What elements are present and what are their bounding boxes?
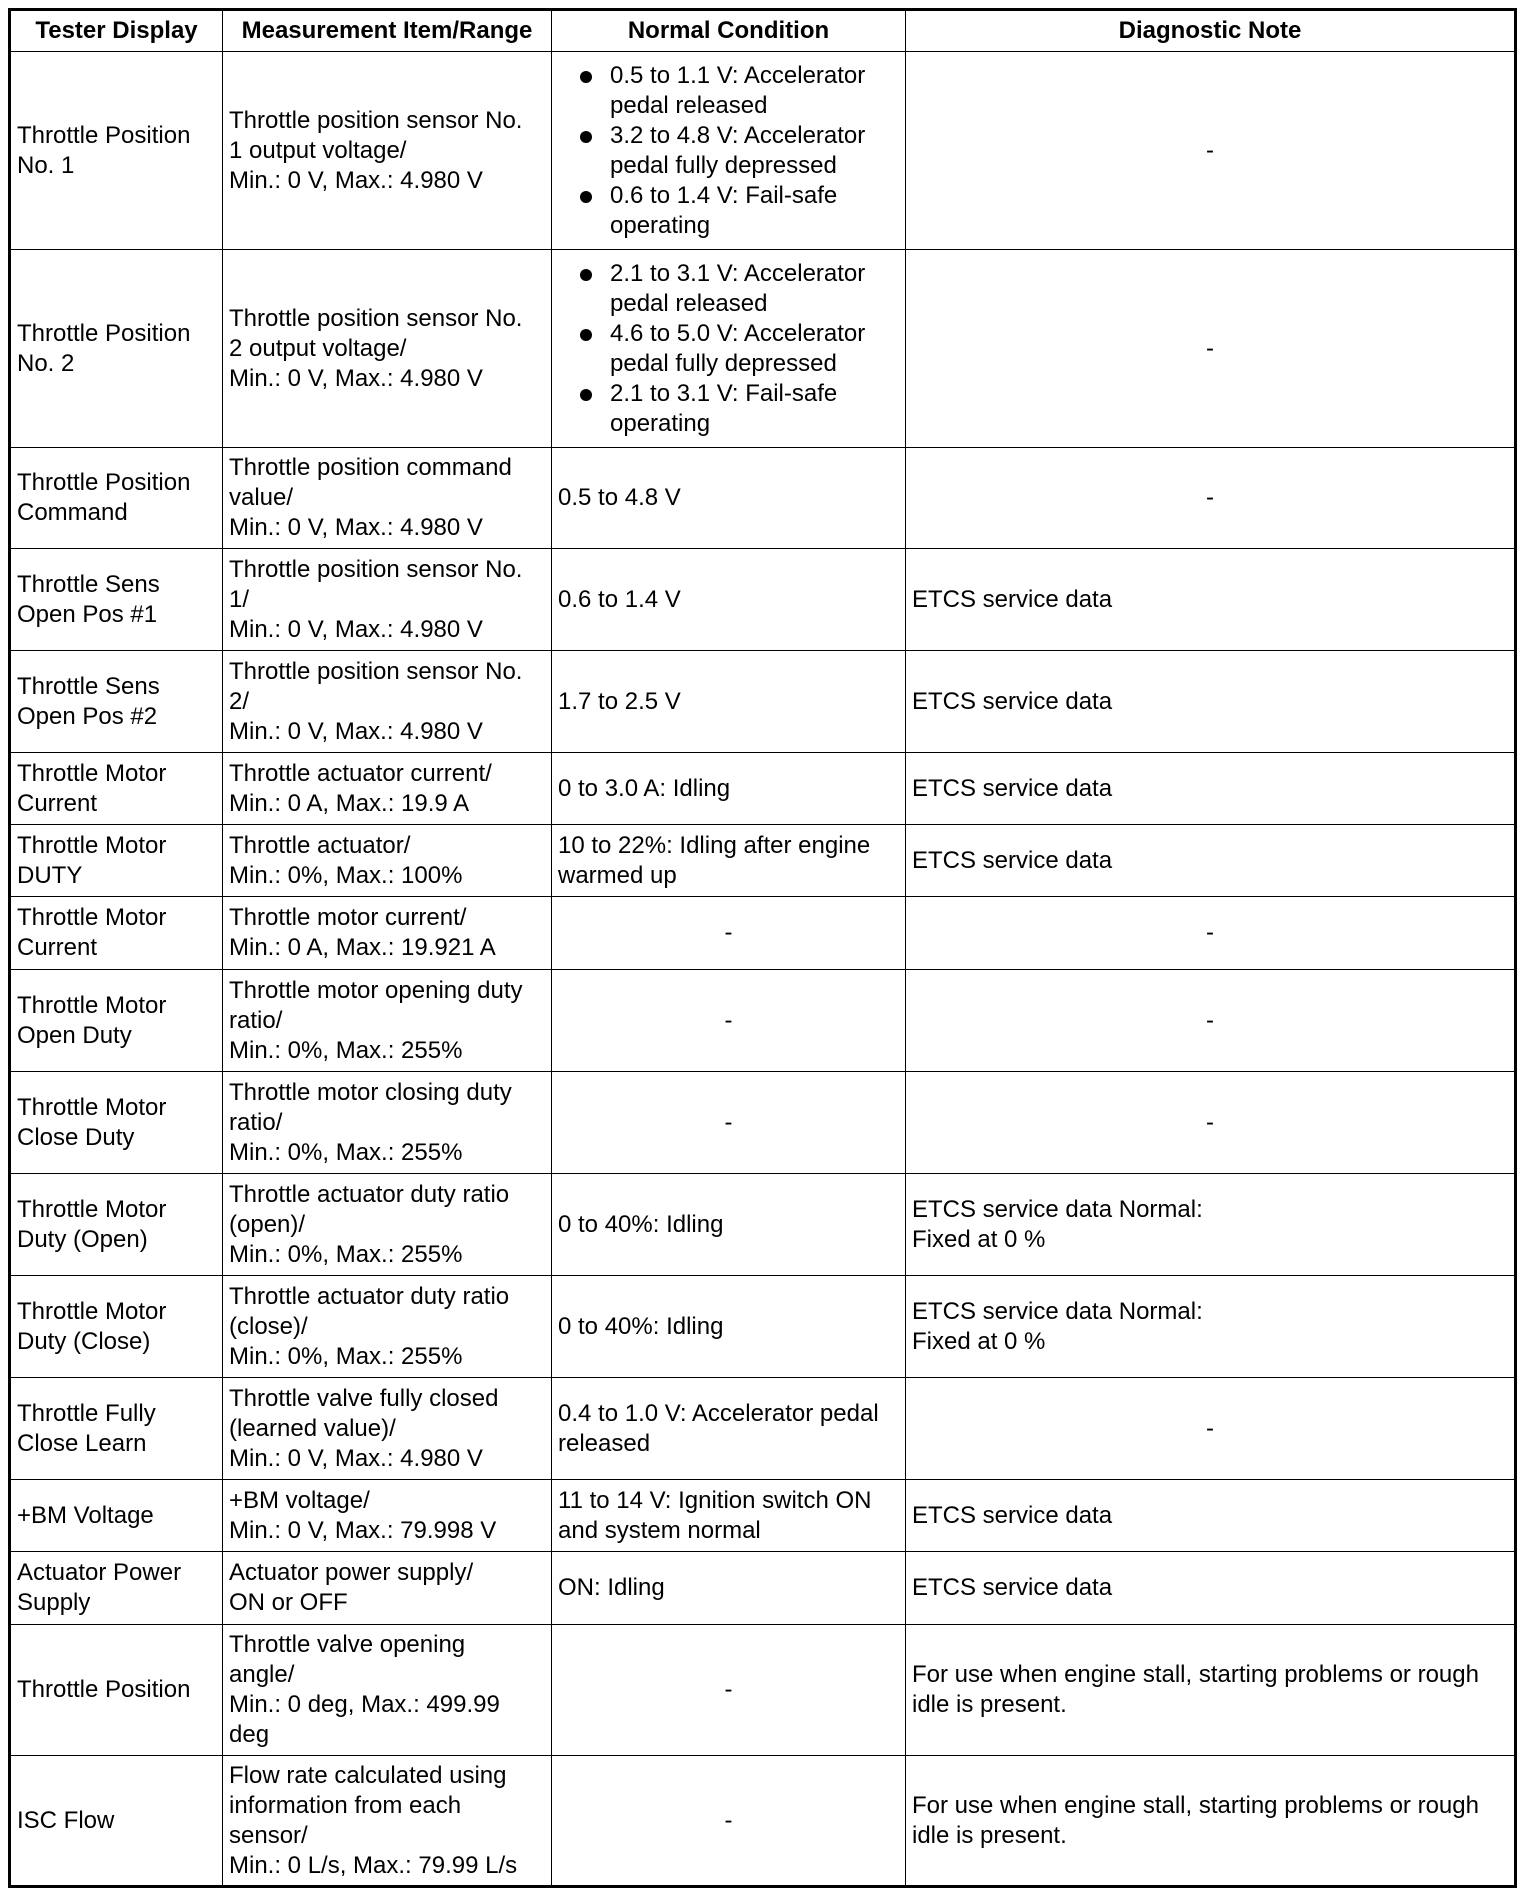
diagnostic-note-cell bbox=[906, 970, 1516, 1072]
tester-display-cell bbox=[10, 250, 223, 448]
normal-condition-cell-line: 10 to 22%: Idling after engine bbox=[558, 831, 871, 859]
measurement-cell-line: Min.: 0%, Max.: 255% bbox=[229, 1240, 463, 1268]
measurement-cell bbox=[223, 1480, 552, 1552]
diagnostic-note-cell-line: Fixed at 0 % bbox=[912, 1327, 1046, 1355]
normal-condition-cell-line: - bbox=[724, 1676, 733, 1703]
normal-condition-cell-line: 0 to 40%: Idling bbox=[558, 1312, 724, 1340]
normal-condition-cell bbox=[552, 897, 906, 970]
diagnostic-note-cell bbox=[906, 1276, 1516, 1378]
tester-display-cell-line: Supply bbox=[17, 1589, 91, 1616]
measurement-cell-line: Throttle actuator/ bbox=[229, 831, 411, 859]
normal-condition-list bbox=[558, 61, 899, 241]
normal-condition-cell-line: 0 to 40%: Idling bbox=[558, 1210, 724, 1238]
tester-display-cell-line: Throttle Sens bbox=[17, 672, 160, 700]
measurement-cell-line: Throttle motor current/ bbox=[229, 904, 467, 931]
diagnostic-note-cell-line: - bbox=[1206, 136, 1214, 164]
tester-display-cell bbox=[10, 1378, 223, 1480]
tester-display-cell-line: Throttle Position bbox=[17, 319, 191, 347]
measurement-cell-line: value/ bbox=[229, 484, 294, 511]
tester-display-cell-line: Open Duty bbox=[17, 1021, 132, 1049]
measurement-cell-line: Throttle actuator duty ratio bbox=[229, 1282, 510, 1310]
measurement-cell-line: Throttle actuator current/ bbox=[229, 759, 492, 787]
normal-condition-bullet bbox=[610, 319, 899, 379]
measurement-cell bbox=[223, 250, 552, 448]
tester-display-cell-line: No. 2 bbox=[17, 349, 75, 377]
tester-display-cell bbox=[10, 970, 223, 1072]
diagnostic-note-cell-line: idle is present. bbox=[912, 1821, 1067, 1849]
tester-display-cell bbox=[10, 1625, 223, 1756]
table-row bbox=[10, 970, 1516, 1072]
tester-display-cell-line: Command bbox=[17, 499, 128, 526]
diagnostic-note-cell bbox=[906, 651, 1516, 753]
measurement-cell bbox=[223, 1552, 552, 1625]
table-row bbox=[10, 825, 1516, 897]
measurement-cell-line: Min.: 0 V, Max.: 4.980 V bbox=[229, 166, 483, 194]
tester-display-cell-line: Throttle Fully bbox=[17, 1399, 156, 1427]
measurement-cell-line: Min.: 0%, Max.: 255% bbox=[229, 1036, 463, 1064]
table-row bbox=[10, 1378, 1516, 1480]
normal-condition-cell-line: - bbox=[724, 1806, 733, 1834]
diagnostic-note-cell bbox=[906, 250, 1516, 448]
normal-condition-line: pedal released bbox=[610, 289, 768, 317]
tester-display-cell-line: ISC Flow bbox=[17, 1806, 115, 1834]
diagnostic-note-cell-line: Fixed at 0 % bbox=[912, 1225, 1046, 1253]
tester-display-cell-line: Current bbox=[17, 934, 98, 961]
tester-display-cell bbox=[10, 651, 223, 753]
measurement-cell bbox=[223, 1378, 552, 1480]
measurement-cell-line: Min.: 0 V, Max.: 79.998 V bbox=[229, 1516, 497, 1544]
measurement-cell bbox=[223, 970, 552, 1072]
table-row bbox=[10, 753, 1516, 825]
tester-display-cell bbox=[10, 897, 223, 970]
diagnostic-note-cell-line: ETCS service data Normal: bbox=[912, 1195, 1203, 1223]
normal-condition-bullet bbox=[610, 379, 899, 439]
tester-display-cell bbox=[10, 52, 223, 250]
normal-condition-line: 4.6 to 5.0 V: Accelerator bbox=[610, 319, 866, 347]
table-row bbox=[10, 52, 1516, 250]
measurement-cell-line: Actuator power supply/ bbox=[229, 1559, 474, 1586]
diagnostic-note-cell bbox=[906, 549, 1516, 651]
diagnostic-note-cell bbox=[906, 825, 1516, 897]
diagnostic-note-cell-line: - bbox=[1206, 1414, 1214, 1442]
tester-display-cell-line: Throttle Sens bbox=[17, 570, 160, 598]
measurement-cell-line: Min.: 0 V, Max.: 4.980 V bbox=[229, 717, 483, 745]
normal-condition-line: operating bbox=[610, 409, 711, 437]
normal-condition-cell-line: 0.4 to 1.0 V: Accelerator pedal bbox=[558, 1399, 879, 1427]
tester-display-cell-line: Throttle Motor bbox=[17, 1195, 167, 1223]
normal-condition-cell-line: warmed up bbox=[558, 861, 677, 889]
measurement-cell bbox=[223, 549, 552, 651]
tester-display-cell-line: Throttle Position bbox=[17, 1676, 191, 1703]
table-row bbox=[10, 250, 1516, 448]
diagnostic-note-cell bbox=[906, 52, 1516, 250]
table-row bbox=[10, 448, 1516, 549]
measurement-cell-line: (close)/ bbox=[229, 1312, 308, 1340]
diagnostic-note-cell-line: - bbox=[1206, 484, 1214, 511]
measurement-cell bbox=[223, 825, 552, 897]
table-header-row bbox=[10, 10, 1516, 52]
tester-display-cell bbox=[10, 549, 223, 651]
measurement-cell-line: sensor/ bbox=[229, 1821, 308, 1849]
measurement-cell-line: ratio/ bbox=[229, 1108, 283, 1136]
tester-display-cell bbox=[10, 1276, 223, 1378]
table-row bbox=[10, 1072, 1516, 1174]
measurement-cell-line: Throttle position command bbox=[229, 454, 512, 481]
normal-condition-cell bbox=[552, 825, 906, 897]
measurement-cell-line: Min.: 0 V, Max.: 4.980 V bbox=[229, 615, 483, 643]
measurement-cell-line: 2 output voltage/ bbox=[229, 334, 407, 362]
normal-condition-line: pedal fully depressed bbox=[610, 151, 837, 179]
measurement-cell-line: Min.: 0%, Max.: 255% bbox=[229, 1138, 463, 1166]
normal-condition-line: 2.1 to 3.1 V: Accelerator bbox=[610, 259, 866, 287]
table-row bbox=[10, 1174, 1516, 1276]
table-row bbox=[10, 1276, 1516, 1378]
diagnostic-note-cell bbox=[906, 753, 1516, 825]
normal-condition-cell bbox=[552, 1480, 906, 1552]
tester-display-cell bbox=[10, 1174, 223, 1276]
measurement-cell-line: Throttle motor opening duty bbox=[229, 976, 523, 1004]
normal-condition-bullet bbox=[610, 121, 899, 181]
tester-display-cell-line: Throttle Motor bbox=[17, 991, 167, 1019]
normal-condition-line: 0.6 to 1.4 V: Fail-safe bbox=[610, 181, 838, 209]
tester-display-cell-line: Throttle Position bbox=[17, 121, 191, 149]
normal-condition-cell bbox=[552, 1072, 906, 1174]
diagnostic-note-cell-line: - bbox=[1206, 1006, 1214, 1034]
diagnostic-note-cell-line: ETCS service data bbox=[912, 1574, 1113, 1601]
normal-condition-cell bbox=[552, 1378, 906, 1480]
normal-condition-cell bbox=[552, 52, 906, 250]
measurement-cell-line: +BM voltage/ bbox=[229, 1486, 370, 1514]
normal-condition-cell-line: 1.7 to 2.5 V bbox=[558, 687, 681, 715]
tester-display-cell-line: Throttle Motor bbox=[17, 1297, 167, 1325]
measurement-cell-line: Min.: 0 deg, Max.: 499.99 bbox=[229, 1691, 500, 1718]
normal-condition-cell bbox=[552, 651, 906, 753]
normal-condition-cell-line: 0.5 to 4.8 V bbox=[558, 484, 681, 511]
measurement-cell-line: deg bbox=[229, 1721, 270, 1748]
measurement-cell-line: information from each bbox=[229, 1791, 462, 1819]
table-body bbox=[10, 52, 1516, 1887]
tester-display-cell bbox=[10, 1480, 223, 1552]
tester-display-cell-line: +BM Voltage bbox=[17, 1501, 154, 1529]
diagnostic-note-cell bbox=[906, 1625, 1516, 1756]
diagnostic-note-cell bbox=[906, 1480, 1516, 1552]
normal-condition-list bbox=[558, 259, 899, 439]
tester-display-cell bbox=[10, 1756, 223, 1887]
diagnostic-note-cell-line: ETCS service data Normal: bbox=[912, 1297, 1203, 1325]
diagnostic-note-cell-line: - bbox=[1206, 334, 1214, 362]
normal-condition-cell-line: - bbox=[724, 919, 733, 946]
normal-condition-line: 0.5 to 1.1 V: Accelerator bbox=[610, 61, 866, 89]
diagnostic-note-cell bbox=[906, 1552, 1516, 1625]
tester-display-cell-line: Duty (Open) bbox=[17, 1225, 148, 1253]
diagnostic-note-cell-line: For use when engine stall, starting problems or rough bbox=[912, 1791, 1479, 1819]
measurement-cell bbox=[223, 52, 552, 250]
normal-condition-cell-line: - bbox=[724, 1006, 733, 1034]
measurement-cell-line: angle/ bbox=[229, 1661, 295, 1688]
normal-condition-cell bbox=[552, 970, 906, 1072]
normal-condition-line: pedal fully depressed bbox=[610, 349, 837, 377]
diagnostic-note-cell-line: ETCS service data bbox=[912, 585, 1113, 613]
tester-display-cell-line: Throttle Motor bbox=[17, 1093, 167, 1121]
table-row bbox=[10, 1552, 1516, 1625]
normal-condition-cell-line: and system normal bbox=[558, 1516, 761, 1544]
normal-condition-line: 2.1 to 3.1 V: Fail-safe bbox=[610, 379, 838, 407]
tester-display-cell bbox=[10, 753, 223, 825]
tester-display-cell-line: Current bbox=[17, 789, 98, 817]
measurement-cell-line: Min.: 0 A, Max.: 19.9 A bbox=[229, 789, 470, 817]
measurement-cell-line: Throttle position sensor No. bbox=[229, 555, 523, 583]
measurement-cell-line: (open)/ bbox=[229, 1210, 306, 1238]
normal-condition-cell bbox=[552, 1552, 906, 1625]
tester-display-cell-line: Close Learn bbox=[17, 1429, 147, 1457]
measurement-cell-line: ratio/ bbox=[229, 1006, 283, 1034]
normal-condition-bullet bbox=[610, 181, 899, 241]
measurement-cell-line: Throttle valve fully closed bbox=[229, 1384, 499, 1412]
tester-display-cell bbox=[10, 1552, 223, 1625]
normal-condition-line: operating bbox=[610, 211, 711, 239]
normal-condition-cell-line: - bbox=[724, 1108, 733, 1136]
measurement-cell bbox=[223, 1276, 552, 1378]
tester-display-cell-line: Open Pos #2 bbox=[17, 702, 158, 730]
diagnostic-note-cell bbox=[906, 448, 1516, 549]
normal-condition-cell bbox=[552, 448, 906, 549]
tester-display-cell-line: Duty (Close) bbox=[17, 1327, 151, 1355]
diagnostic-note-cell-line: ETCS service data bbox=[912, 774, 1113, 802]
normal-condition-cell bbox=[552, 1756, 906, 1887]
measurement-cell-line: Min.: 0 L/s, Max.: 79.99 L/s bbox=[229, 1851, 518, 1879]
measurement-cell bbox=[223, 1072, 552, 1174]
measurement-cell-line: Throttle position sensor No. bbox=[229, 657, 523, 685]
diagnostic-note-cell-line: - bbox=[1206, 919, 1214, 946]
diagnostic-data-table bbox=[8, 8, 1517, 1888]
tester-display-cell-line: Throttle Motor bbox=[17, 831, 167, 859]
diagnostic-note-cell bbox=[906, 1756, 1516, 1887]
measurement-cell-line: Throttle position sensor No. bbox=[229, 304, 523, 332]
normal-condition-cell bbox=[552, 1276, 906, 1378]
measurement-cell-line: Min.: 0%, Max.: 100% bbox=[229, 861, 463, 889]
diagnostic-note-cell-line: For use when engine stall, starting problems or rough bbox=[912, 1661, 1479, 1688]
diagnostic-note-cell-line: ETCS service data bbox=[912, 846, 1113, 874]
normal-condition-cell bbox=[552, 549, 906, 651]
diagnostic-note-cell-line: ETCS service data bbox=[912, 1501, 1113, 1529]
normal-condition-cell-line: released bbox=[558, 1429, 651, 1457]
measurement-cell bbox=[223, 651, 552, 753]
measurement-cell-line: Flow rate calculated using bbox=[229, 1761, 507, 1789]
header-diagnostic-note: Diagnostic Note bbox=[906, 10, 1516, 52]
table-row bbox=[10, 1756, 1516, 1887]
measurement-cell-line: Min.: 0 V, Max.: 4.980 V bbox=[229, 364, 483, 392]
normal-condition-bullet bbox=[610, 61, 899, 121]
normal-condition-bullet bbox=[610, 259, 899, 319]
measurement-cell bbox=[223, 1625, 552, 1756]
measurement-cell-line: Throttle actuator duty ratio bbox=[229, 1180, 510, 1208]
header-measurement-item-range: Measurement Item/Range bbox=[223, 10, 552, 52]
normal-condition-cell-line: ON: Idling bbox=[558, 1574, 665, 1601]
tester-display-cell-line: Close Duty bbox=[17, 1123, 135, 1151]
normal-condition-cell-line: 0.6 to 1.4 V bbox=[558, 585, 681, 613]
table-row bbox=[10, 651, 1516, 753]
measurement-cell-line: Min.: 0 V, Max.: 4.980 V bbox=[229, 1444, 483, 1472]
measurement-cell-line: (learned value)/ bbox=[229, 1414, 396, 1442]
table-row bbox=[10, 1625, 1516, 1756]
normal-condition-cell bbox=[552, 250, 906, 448]
measurement-cell-line: Throttle valve opening bbox=[229, 1631, 466, 1658]
diagnostic-note-cell bbox=[906, 897, 1516, 970]
diagnostic-note-cell-line: ETCS service data bbox=[912, 687, 1113, 715]
measurement-cell bbox=[223, 1756, 552, 1887]
normal-condition-line: pedal released bbox=[610, 91, 768, 119]
table-row bbox=[10, 1480, 1516, 1552]
measurement-cell-line: 1/ bbox=[229, 585, 250, 613]
normal-condition-cell bbox=[552, 1625, 906, 1756]
tester-display-cell bbox=[10, 448, 223, 549]
measurement-cell-line: Throttle position sensor No. bbox=[229, 106, 523, 134]
diagnostic-note-cell bbox=[906, 1378, 1516, 1480]
tester-display-cell-line: Throttle Motor bbox=[17, 759, 167, 787]
diagnostic-note-cell bbox=[906, 1072, 1516, 1174]
tester-display-cell-line: DUTY bbox=[17, 861, 83, 889]
measurement-cell-line: Min.: 0 A, Max.: 19.921 A bbox=[229, 934, 496, 961]
table-row bbox=[10, 549, 1516, 651]
normal-condition-cell-line: 0 to 3.0 A: Idling bbox=[558, 774, 731, 802]
tester-display-cell-line: Actuator Power bbox=[17, 1559, 182, 1586]
diagnostic-note-cell-line: - bbox=[1206, 1108, 1214, 1136]
measurement-cell-line: Min.: 0 V, Max.: 4.980 V bbox=[229, 514, 483, 541]
measurement-cell-line: Throttle motor closing duty bbox=[229, 1078, 512, 1106]
table-row bbox=[10, 897, 1516, 970]
tester-display-cell bbox=[10, 825, 223, 897]
header-tester-display: Tester Display bbox=[10, 10, 223, 52]
normal-condition-cell bbox=[552, 753, 906, 825]
measurement-cell bbox=[223, 753, 552, 825]
normal-condition-cell bbox=[552, 1174, 906, 1276]
tester-display-cell-line: Throttle Position bbox=[17, 469, 191, 496]
measurement-cell-line: 1 output voltage/ bbox=[229, 136, 407, 164]
diagnostic-note-cell bbox=[906, 1174, 1516, 1276]
measurement-cell bbox=[223, 1174, 552, 1276]
tester-display-cell-line: No. 1 bbox=[17, 151, 75, 179]
measurement-cell-line: ON or OFF bbox=[229, 1589, 348, 1616]
tester-display-cell-line: Throttle Motor bbox=[17, 904, 167, 931]
tester-display-cell bbox=[10, 1072, 223, 1174]
tester-display-cell-line: Open Pos #1 bbox=[17, 600, 158, 628]
measurement-cell-line: 2/ bbox=[229, 687, 250, 715]
measurement-cell-line: Min.: 0%, Max.: 255% bbox=[229, 1342, 463, 1370]
measurement-cell bbox=[223, 897, 552, 970]
normal-condition-line: 3.2 to 4.8 V: Accelerator bbox=[610, 121, 866, 149]
normal-condition-cell-line: 11 to 14 V: Ignition switch ON bbox=[558, 1486, 872, 1514]
measurement-cell bbox=[223, 448, 552, 549]
header-normal-condition: Normal Condition bbox=[552, 10, 906, 52]
diagnostic-note-cell-line: idle is present. bbox=[912, 1691, 1067, 1718]
